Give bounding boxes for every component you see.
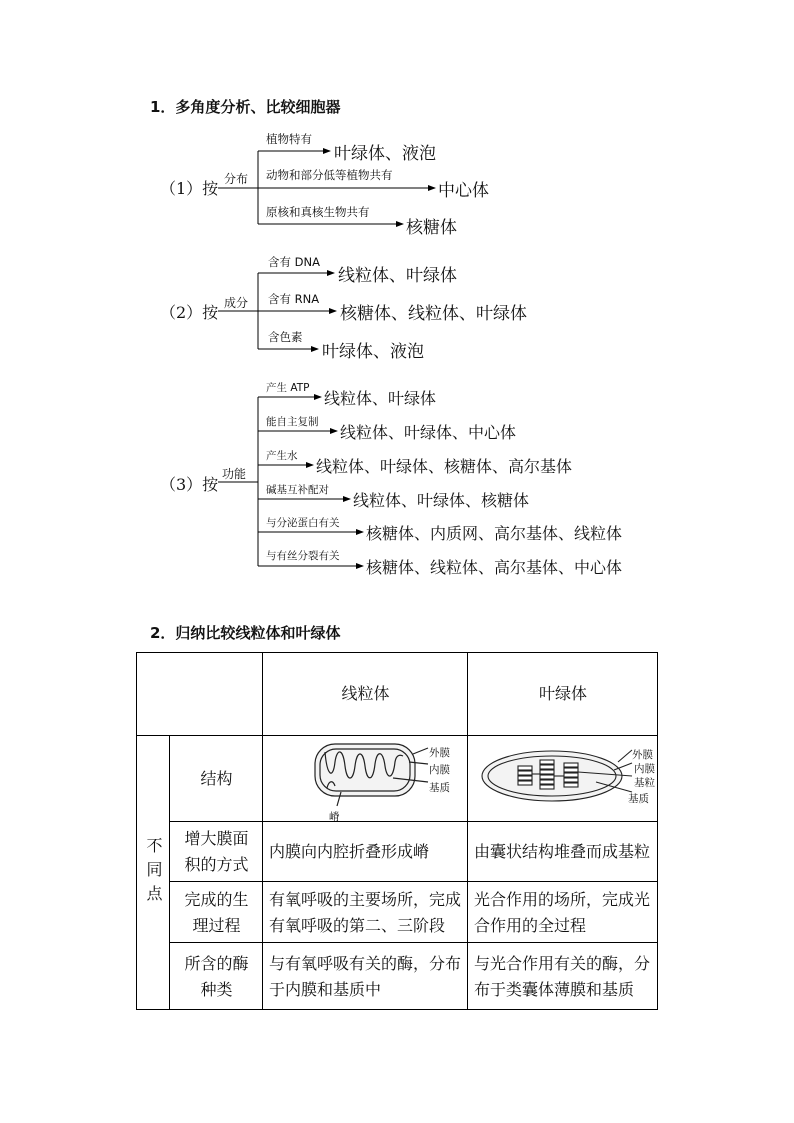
chloroplast-diagram: [468, 736, 658, 822]
group-3-condition-5: 与分泌蛋白有关: [266, 517, 340, 529]
header-chloroplast: 叶绿体: [538, 684, 587, 703]
group-label-differences: [136, 736, 170, 1010]
chloro-label-outer: 外膜: [632, 749, 653, 761]
mitochondria-diagram: [263, 736, 468, 822]
group-2-label: （2）按: [160, 303, 219, 322]
row-process-mito: 有氧呼吸的主要场所，完成有氧呼吸的第二、三阶段: [269, 889, 462, 935]
group-1-result-1: 叶绿体、液泡: [334, 144, 436, 164]
row-membrane-aspect: 增大膜面积的方式: [184, 829, 249, 874]
comparison-table: [136, 652, 658, 1010]
group-3-condition-1: 产生 ATP: [266, 382, 310, 394]
group-2-axis: 成分: [224, 296, 249, 310]
chloro-label-stroma: 基质: [628, 793, 649, 805]
group-3-condition-4: 碱基互补配对: [266, 484, 329, 496]
group-3-result-5: 核糖体、内质网、高尔基体、线粒体: [366, 524, 623, 543]
row-enzyme-mito: 与有氧呼吸有关的酶，分布于内膜和基质中: [269, 953, 462, 999]
group-3-condition-3: 产生水: [266, 450, 298, 462]
mito-label-outer: 外膜: [429, 747, 450, 759]
header-mitochondria: 线粒体: [341, 684, 390, 703]
row-structure-aspect: 结构: [200, 769, 233, 788]
group-2-result-1: 线粒体、叶绿体: [338, 266, 457, 286]
group-1-label: （1）按: [160, 179, 219, 198]
chloro-label-inner: 内膜: [634, 763, 655, 775]
group-3-result-1: 线粒体、叶绿体: [324, 389, 437, 408]
group-2-condition-1: 含有 DNA: [268, 255, 320, 269]
group-1-condition-2: 动物和部分低等植物共有: [266, 168, 393, 182]
group-3-label: （3）按: [160, 475, 219, 494]
group-2-result-3: 叶绿体、液泡: [322, 342, 424, 362]
group-1-condition-1: 植物特有: [266, 132, 312, 146]
mito-label-crista: 嵴: [329, 811, 340, 823]
row-process-chloro: 光合作用的场所，完成光合作用的全过程: [474, 889, 651, 935]
group-1-result-3: 核糖体: [406, 218, 457, 238]
group-2-condition-2: 含有 RNA: [268, 292, 320, 306]
group-3-condition-6: 与有丝分裂有关: [266, 550, 340, 562]
mito-label-matrix: 基质: [429, 782, 450, 794]
group-label-text: 不同点: [144, 837, 163, 909]
group-3-result-3: 线粒体、叶绿体、核糖体、高尔基体: [316, 457, 573, 476]
group-3-condition-2: 能自主复制: [266, 416, 319, 428]
section-2-title: 2．归纳比较线粒体和叶绿体: [150, 624, 341, 642]
section-1-title: 1．多角度分析、比较细胞器: [150, 98, 341, 116]
row-membrane-chloro: 由囊状结构堆叠而成基粒: [474, 842, 651, 861]
mito-label-inner: 内膜: [429, 764, 450, 776]
group-3-axis: 功能: [222, 467, 247, 481]
row-enzyme-chloro: 与光合作用有关的酶，分布于类囊体薄膜和基质: [474, 953, 651, 999]
group-1-condition-3: 原核和真核生物共有: [266, 205, 370, 219]
group-3-result-6: 核糖体、线粒体、高尔基体、中心体: [366, 558, 623, 577]
row-membrane-mito: 内膜向内腔折叠形成嵴: [269, 842, 430, 861]
row-process-aspect: 完成的生理过程: [184, 889, 249, 935]
group-1-result-2: 中心体: [438, 181, 489, 201]
group-3-result-2: 线粒体、叶绿体、中心体: [340, 423, 517, 442]
group-1-axis: 分布: [224, 172, 249, 186]
group-3-result-4: 线粒体、叶绿体、核糖体: [353, 491, 530, 510]
group-2-condition-3: 含色素: [268, 330, 303, 344]
chloro-label-grana: 基粒: [634, 777, 655, 789]
group-2-result-2: 核糖体、线粒体、叶绿体: [340, 304, 527, 324]
row-enzyme-aspect: 所含的酶种类: [184, 953, 249, 999]
